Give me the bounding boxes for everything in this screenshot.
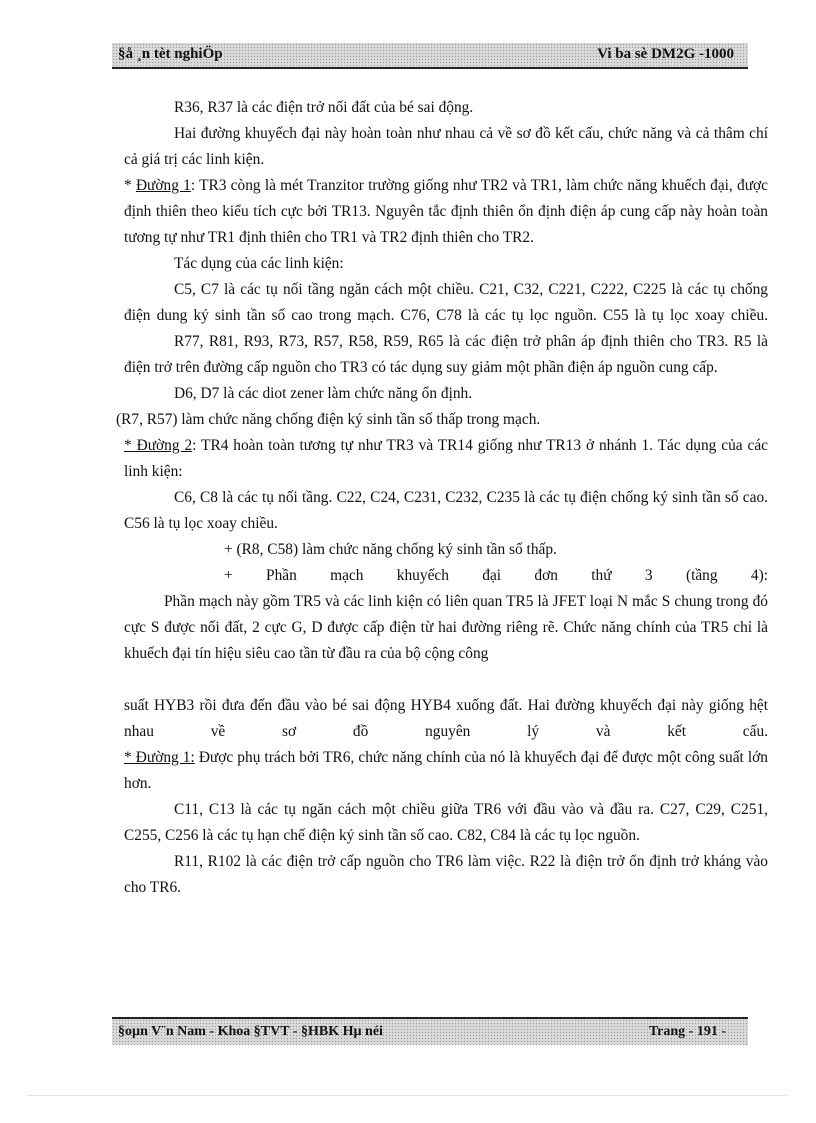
paragraph-r7-r57: (R7, R57) làm chức năng chống điện ký sinh tần số thấp trong mạch. [116, 411, 541, 428]
paragraph-r8-c58: + (R8, C58) làm chức năng chống ký sinh tần số thấp. [224, 541, 557, 558]
paragraph-tr6-resistors: R11, R102 là các điện trở cấp nguồn cho TR6 làm việc. R22 là điện trở ổn định trở kháng vào cho TR6. [124, 853, 768, 896]
paragraph-diodes: D6, D7 là các diot zener làm chức năng ổn định. [174, 385, 473, 402]
paragraph-tr6-capacitors: C11, C13 là các tụ ngăn cách một chiều giữa TR6 với đầu vào và đầu ra. C27, C29, C251, C255, C256 là các tụ hạn chế điện ký sinh tần số cao. C82, C84 là các tụ lọc nguồn. [124, 801, 768, 844]
bullet-star: * [124, 177, 136, 194]
paragraph-path-2 [124, 433, 768, 485]
page-header [112, 43, 748, 69]
section-label-path-1: Đường 1 [135, 177, 191, 194]
paragraph-stage-3-heading: + Phần mạch khuyếch đại đơn thứ 3 (tầng 4): [224, 567, 768, 584]
footer-author: §oµn V¨n Nam - Khoa §TVT - §HBK Hµ néi [118, 1024, 383, 1039]
bottom-dotted-divider [28, 1095, 788, 1096]
paragraph-components-heading: Tác dụng của các linh kiện: [174, 255, 344, 272]
page-break-gap [124, 667, 768, 693]
paragraph-capacitors: C5, C7 là các tụ nối tầng ngăn cách một chiều. C21, C32, C221, C222, C225 là các tụ chống điện dung ký sinh tần số cao trong mạch. C76, C78 là các tụ lọc nguồn. C55 là tụ lọc xoay chiều. [124, 281, 768, 324]
section-label-path-2: * Đường 2 [124, 437, 193, 454]
footer-page-number: Trang - 191 - [648, 1024, 726, 1039]
page-body [116, 95, 769, 901]
paragraph-path-1 [124, 173, 768, 251]
header-document-title: §å ¸n tèt nghiÖp [118, 46, 223, 62]
paragraph-1: R36, R37 là các điện trở nối đất của bé sai động. [174, 99, 474, 116]
paragraph-path-2-text: : TR4 hoàn toàn tương tự như TR3 và TR14 giống như TR13 ở nhánh 1. Tác dụng của các linh kiện: [124, 437, 768, 480]
paragraph-stage-3-path-1 [124, 745, 768, 797]
paragraph-hyb-continuation: suất HYB3 rồi đưa đến đầu vào bé sai động HYB4 xuống đất. Hai đường khuyếch đại này giống hệt nhau về sơ đồ nguyên lý và kết cấu. [124, 697, 768, 740]
paragraph-stage-3-desc: Phần mạch này gồm TR5 và các linh kiện có liên quan TR5 là JFET loại N mắc S chung trong đó cực S được nối đất, 2 cực G, D được cấp điện từ hai đường riêng rẽ. Chức năng chính của TR5 chỉ là khuếch đại tín hiệu siêu cao tần từ đầu ra của bộ cộng công [124, 593, 768, 662]
section-label-stage-3-path-1: * Đường 1: [124, 749, 195, 766]
paragraph-path-1-text: : TR3 còng là mét Tranzitor trường giống như TR2 và TR1, làm chức năng khuếch đại, được định thiên theo kiểu tích cực bởi TR13. Nguyên tắc định thiên ổn định điện áp cung cấp này hoàn toàn tương tự như TR1 định thiên cho TR1 và TR2 định thiên cho TR2. [124, 177, 769, 246]
paragraph-path-2-capacitors: C6, C8 là các tụ nối tầng. C22, C24, C231, C232, C235 là các tụ điện chống ký sinh tần số cao. C56 là tụ lọc xoay chiều. [124, 489, 768, 532]
header-subject-title: Vi ba sè DM2G -1000 [597, 46, 734, 62]
page-footer [112, 1017, 748, 1045]
paragraph-resistors: R77, R81, R93, R73, R57, R58, R59, R65 là các điện trở phân áp định thiên cho TR3. R5 là điện trở trên đường cấp nguồn cho TR3 có tác dụng suy giảm một phần điện áp nguồn cung cấp. [124, 333, 768, 376]
paragraph-2: Hai đường khuyếch đại này hoàn toàn như nhau cả về sơ đồ kết cấu, chức năng và cả thâm chí cả giá trị các linh kiện. [124, 125, 768, 168]
paragraph-stage-3-path-1-text: Được phụ trách bởi TR6, chức năng chính của nó là khuyếch đại để được một công suất lớn hơn. [124, 749, 768, 792]
